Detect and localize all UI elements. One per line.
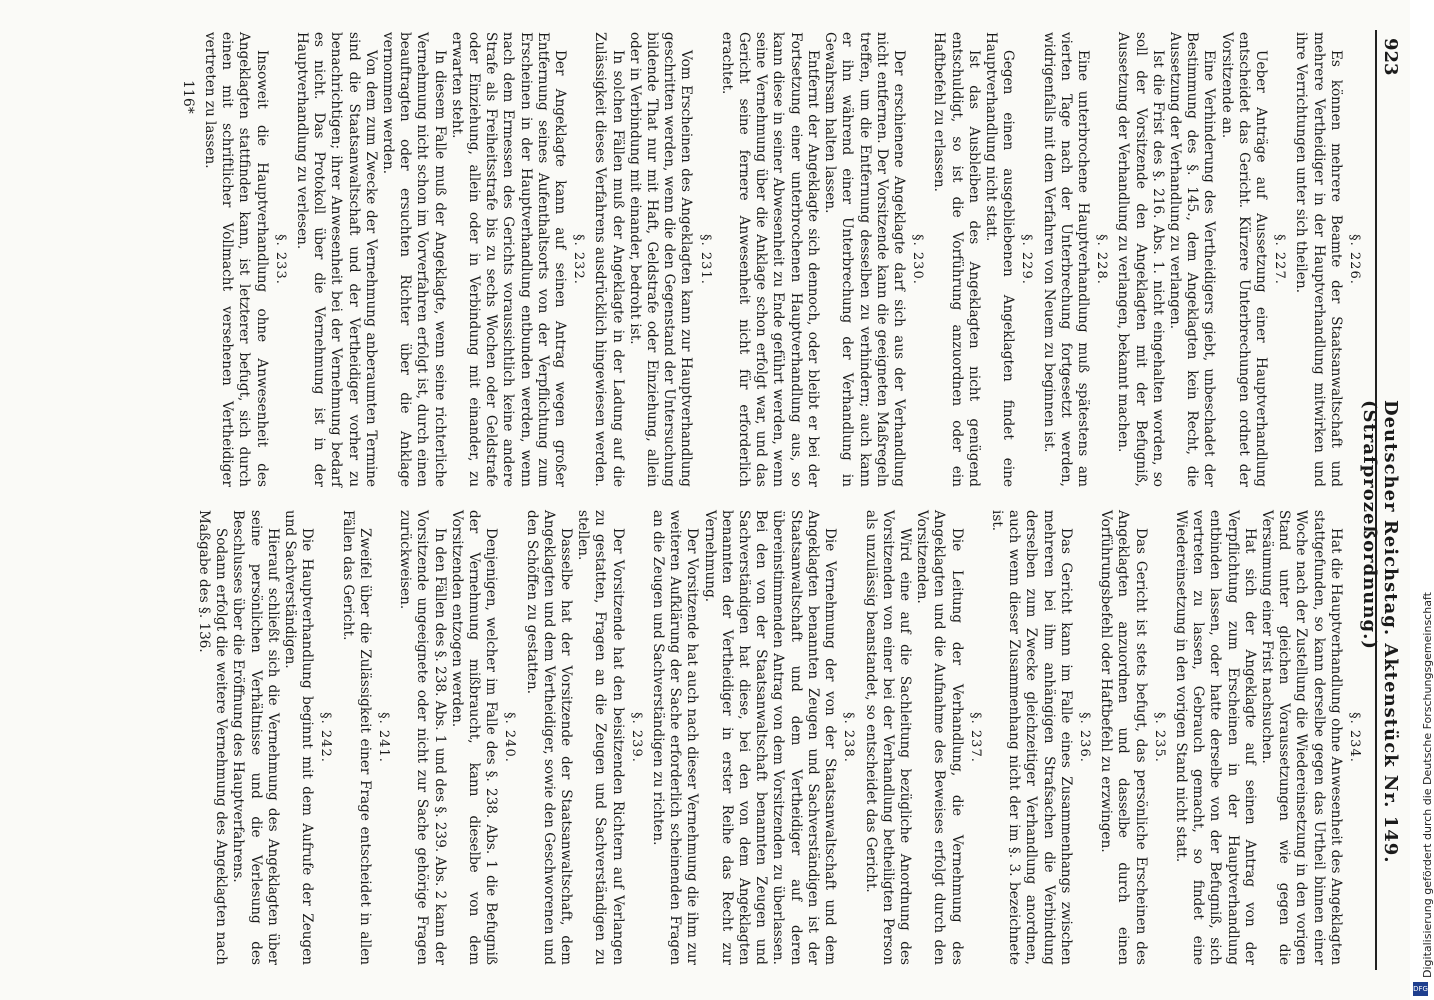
section-heading: §. 227.: [1272, 234, 1288, 285]
paragraph: Der Vorsitzende hat auch nach dieser Vernehmung die ihm zur weiteren Aufklärung der Sache erforderlich scheinenden Fragen an die Zeugen und Sachverständigen zu richten.: [650, 510, 701, 965]
paragraph: Die Leitung der Verhandlung, die Vernehmung des Angeklagten und die Aufnahme des Beweises erfolgt durch den Vorsitzenden.: [914, 510, 965, 965]
section-heading: §. 228.: [1094, 234, 1110, 285]
paragraph: Eine Verhinderung des Vertheidigers giebt, unbeschadet der Bestimmung des §. 145., dem Angeklagten kein Recht, die Aussetzung der Verhandlung zu verlangen.: [1166, 32, 1218, 487]
paragraph: Das Gericht ist stets befugt, das persönliche Erscheinen des Angeklagten anzuordnen und dasselbe durch einen Vorführungsbefehl oder Haftbefehl zu erzwingen.: [1098, 510, 1149, 965]
paragraph: In den Fällen des §. 238. Abs. 1 und des §. 239. Abs. 2 kann der Vorsitzende ungeeignete oder nicht zur Sache gehörige Fragen zurückweisen.: [397, 510, 448, 966]
section-heading: §. 231.: [697, 234, 713, 285]
section-heading: §. 241.: [376, 712, 392, 763]
paragraph: Hat die Hauptverhandlung ohne Anwesenheit des Angeklagten stattgefunden, so kann derselbe gegen das Urtheil binnen einer Woche nach der Zustellung die Wiedereinsetzung in den vorigen Stand unter gleichen Voraussetzungen wie gegen die Versäumung einer Frist nachsuchen.: [1258, 510, 1344, 965]
paragraph: Insoweit die Hauptverhandlung ohne Anwesenheit des Angeklagten stattfinden kann, ist letzterer befugt, sich durch einen mit schriftlicher Vollmacht versehenen Vertheidiger vertreten zu lassen.: [202, 32, 270, 487]
paragraph: Das Gericht kann im Falle eines Zusammenhangs zwischen mehreren bei ihm anhängigen Strafsachen die Verbindung derselben zum Zwecke gleichzeitiger Verhandlung anordnen, auch wenn dieser Zusammenhang nicht der im §. 3. bezeichnete ist.: [988, 510, 1074, 965]
section-heading: §. 232.: [571, 234, 587, 285]
paragraph: Dasselbe hat der Vorsitzende der Staatsanwaltschaft, dem Angeklagten und dem Vertheidiger, sowie den Geschworenen und den Schöffen zu gestatten.: [523, 510, 575, 965]
paragraph: In diesem Falle muß der Angeklagte, wenn seine richterliche Vernehmung nicht schon im Vorverfahren erfolgt ist, durch einen beauftragten oder ersuchten Richter über die Anklage vernommen werden.: [380, 32, 448, 487]
paragraph: Der Vorsitzende hat den beisitzenden Richtern auf Verlangen zu gestatten, Fragen an die Zeugen und Sachverständigen zu stellen.: [575, 510, 626, 965]
paragraph: Wird eine auf die Sachleitung bezügliche Anordnung des Vorsitzenden von einer bei der Verhandlung betheiligten Person als unzulässig beanstandet, so entscheidet das Gericht.: [862, 510, 913, 965]
paragraph: Denjenigen, welcher im Falle des §. 238. Abs. 1 die Befugniß der Vernehmung mißbraucht, kann dieselbe von dem Vorsitzenden entzogen werden.: [448, 510, 500, 965]
section-heading: §. 240.: [502, 712, 518, 763]
digitization-credit-bar: [1410, 0, 1432, 1000]
section-heading: §. 234.: [1347, 712, 1362, 763]
section-heading: §. 237.: [967, 712, 983, 763]
section-heading: §. 236.: [1076, 712, 1092, 763]
paragraph: Die Vernehmung der von der Staatsanwaltschaft und dem Angeklagten benannten Zeugen und Sachverständigen ist der Staatsanwaltschaft und dem Vertheidiger auf deren übereinstimmenden Antrag von dem Vorsitzenden zu überlassen. Bei den von der Staatsanwaltschaft benannten Zeugen und Sachverständigen hat diese, bei den von dem Angeklagten benannten der Vertheidiger in erster Reihe das Recht zur Vernehmung.: [701, 510, 839, 965]
page-number: 923: [1380, 38, 1401, 76]
paragraph: Gegen einen ausgebliebenen Angeklagten findet eine Hauptverhandlung nicht statt.: [982, 32, 1017, 487]
section-heading: §. 235.: [1151, 712, 1167, 763]
paragraph: Hat sich der Angeklagte auf seinen Antrag von der Verpflichtung zum Erscheinen in der Hauptverhandlung entbinden lassen, oder hatte derselbe von der Befugniß, sich vertreten zu lassen, Gebrauch gemacht, so findet eine Wiedereinsetzung in den vorigen Stand nicht statt.: [1172, 510, 1258, 965]
paragraph: Ist die Frist des §. 216. Abs. 1. nicht eingehalten worden, so soll der Vorsitzende den Angeklagten mit der Befugniß, Aussetzung der Verhandlung zu verlangen, bekannt machen.: [1115, 32, 1166, 487]
section-heading: §. 242.: [318, 712, 334, 763]
credit-text: Digitalisierung gefördert durch die Deutsche Forschungsgemeinschaft: [1421, 592, 1434, 978]
right-text-column: [195, 510, 1367, 965]
paragraph: Sodann erfolgt die weitere Vernehmung des Angeklagten nach Maßgabe des §. 136.: [196, 510, 230, 965]
paragraph: Vom Erscheinen des Angeklagten kann zur Hauptverhandlung geschritten werden, wenn die den Gegenstand der Untersuchung bildende That nur mit Haft, Geldstrafe oder Einziehung, allein oder in Verbindung mit einander, bedroht ist.: [626, 32, 695, 487]
signature-mark: 116*: [180, 80, 196, 114]
rotated-document-page: [111, 20, 1411, 980]
paragraph: Entfernt der Angeklagte sich dennoch, oder bleibt er bei der Fortsetzung einer unterbrochenen Hauptverhandlung aus, so kann diese in seiner Abwesenheit zu Ende geführt werden, wenn seine Vernehmung über die Anklage schon erfolgt war, und das Gericht seine fernere Anwesenheit nicht für erforderlich erachtet.: [718, 32, 821, 487]
section-heading: §. 230.: [910, 234, 926, 285]
running-title: Deutscher Reichstag. Aktenstück Nr. 149. (Strafprozeßordnung.): [1359, 400, 1401, 864]
paragraph: Ist das Ausbleiben des Angeklagten nicht genügend entschuldigt, so ist die Vorführung anzuordnen oder ein Haftbefehl zu erlassen.: [931, 32, 982, 487]
paragraph: In solchen Fällen muß der Angeklagte in der Ladung auf die Zulässigkeit dieses Verfahrens ausdrücklich hingewiesen werden.: [592, 32, 626, 487]
paragraph: Der erschienene Angeklagte darf sich aus der Verhandlung nicht entfernen. Der Vorsitzende kann die geeigneten Maßregeln treffen, um die Entfernung desselben zu verhindern; auch kann er ihn während einer Unterbrechung der Verhandlung in Gewahrsam halten lassen.: [822, 32, 907, 487]
dfg-logo-icon: DFG: [1413, 982, 1428, 996]
paragraph: Ueber Anträge auf Aussetzung einer Hauptverhandlung entscheidet das Gericht. Kürzere Unterbrechungen ordnet der Vorsitzende an.: [1218, 32, 1269, 487]
left-text-column: [201, 32, 1367, 487]
page-header: [1359, 30, 1401, 970]
paragraph: Hierauf schließt sich die Vernehmung des Angeklagten über seine persönlichen Verhältnisse und die Verlesung des Beschlusses über die Eröffnung des Hauptverfahrens.: [230, 510, 281, 965]
section-heading: §. 239.: [628, 712, 644, 763]
paragraph: Eine unterbrochene Hauptverhandlung muß spätestens am vierten Tage nach der Unterbrechung fortgesetzt werden, widrigenfalls mit dem Verfahren von Neuem zu beginnen ist.: [1040, 32, 1091, 487]
section-heading: §. 238.: [841, 712, 857, 763]
paragraph: Der Angeklagte kann auf seinen Antrag wegen großer Entfernung seines Aufenthaltsorts von der Verpflichtung zum Erscheinen in der Hauptverhandlung entbunden werden, wenn nach dem Ermessen des Gerichts voraussichtlich keine andere Strafe als Freiheitsstrafe bis zu sechs Wochen oder Geldstrafe oder Einziehung, allein oder in Verbindung mit einander, zu erwarten steht.: [448, 32, 569, 487]
paragraph: Zweifel über die Zulässigkeit einer Frage entscheidet in allen Fällen das Gericht.: [339, 510, 373, 965]
section-heading: §. 226.: [1347, 234, 1362, 285]
paragraph: Die Hauptverhandlung beginnt mit dem Aufrufe der Zeugen und Sachverständigen.: [282, 510, 316, 965]
section-heading: §. 229.: [1019, 234, 1035, 285]
paragraph: Von dem zum Zwecke der Vernehmung anberaumten Termine sind die Staatsanwaltschaft und der Vertheidiger vorher zu benachrichtigen; ihrer Anwesenheit bei der Vernehmung bedarf es nicht. Das Protokoll über die Vernehmung ist in der Hauptverhandlung zu verlesen.: [294, 32, 379, 487]
paragraph: Es können mehrere Beamte der Staatsanwaltschaft und mehrere Vertheidiger in der Hauptverhandlung mitwirken und ihre Verrichtungen unter sich theilen.: [1293, 32, 1344, 487]
section-heading: §. 233.: [272, 234, 288, 285]
